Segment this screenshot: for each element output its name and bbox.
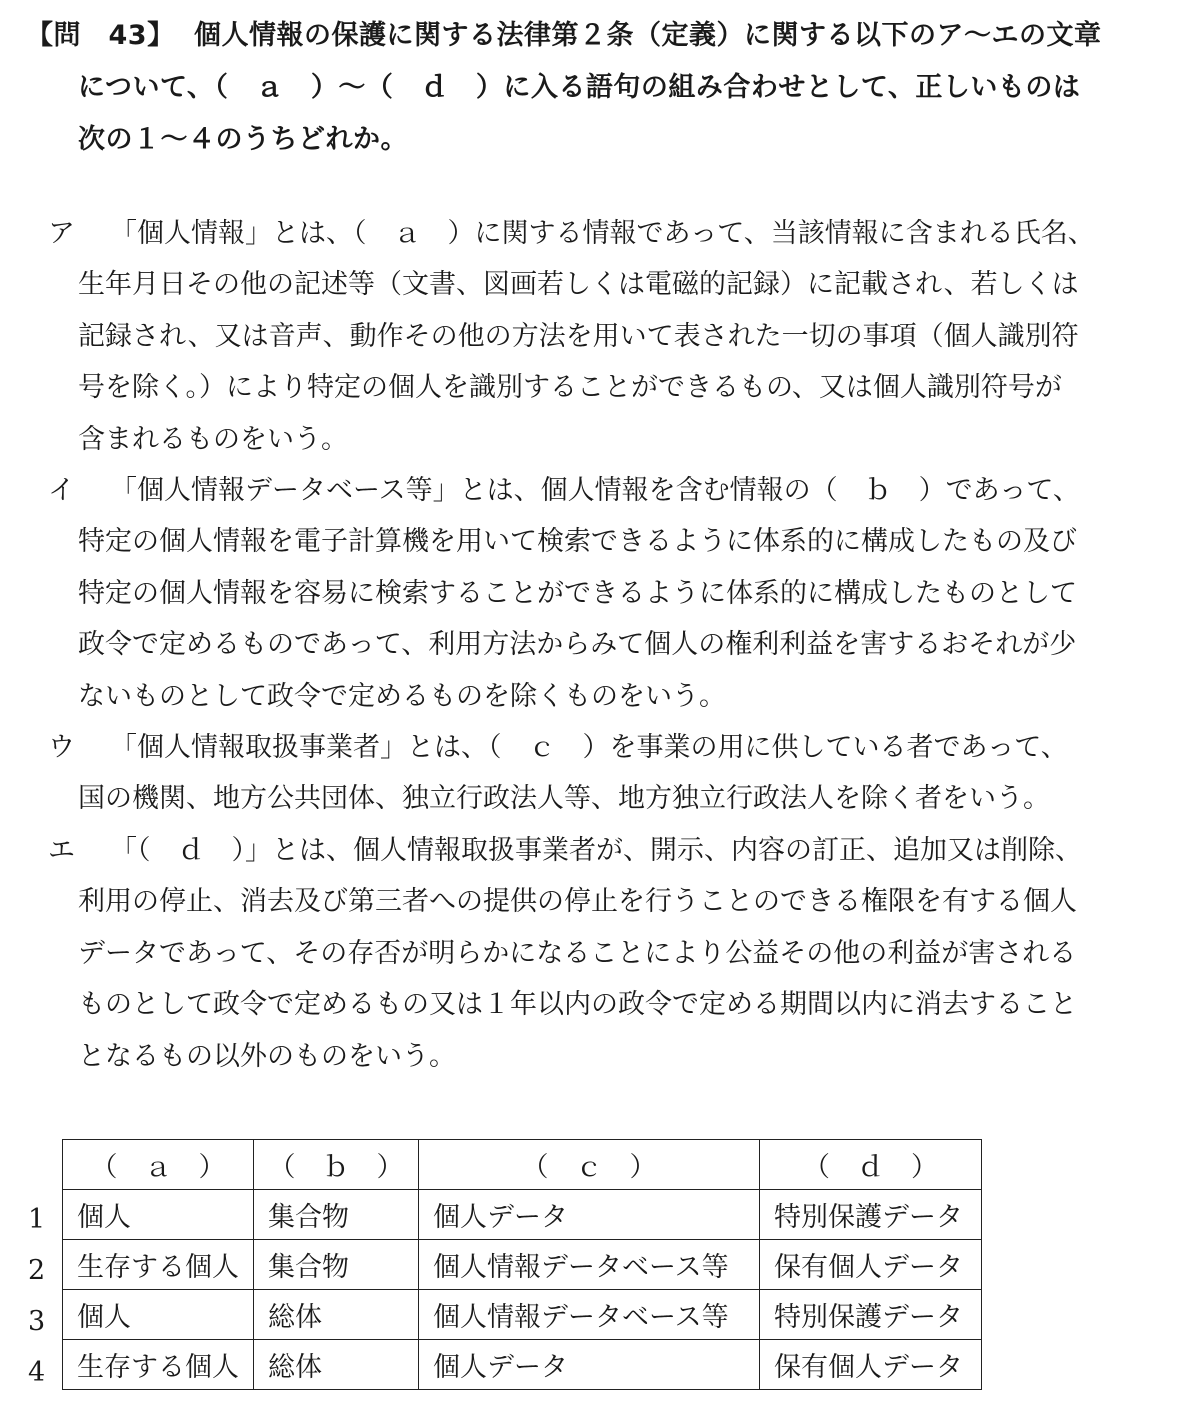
header-d: （ ｄ ）	[760, 1140, 982, 1190]
table-cell: 個人データ	[419, 1190, 760, 1240]
question-line-3: 次の１～４のうちどれか。	[78, 124, 408, 155]
table-cell: 生存する個人	[63, 1340, 254, 1390]
table-cell: 集合物	[254, 1240, 419, 1290]
choice-number-2: 2	[28, 1255, 46, 1286]
statement-text: ものとして政令で定めるもの又は１年以内の政令で定める期間以内に消去すること	[78, 989, 1077, 1021]
choice-number-4: 4	[28, 1357, 46, 1388]
choice-number-1: 1	[28, 1204, 46, 1235]
table-cell: 個人	[63, 1290, 254, 1340]
table-cell: 集合物	[254, 1190, 419, 1240]
statement-a	[48, 208, 1178, 465]
statement-e	[48, 825, 1178, 1082]
statement-text: 「個人情報取扱事業者」とは、（ ｃ ）を事業の用に供している者であって、	[110, 732, 1068, 764]
statement-marker: イ	[48, 475, 75, 507]
statement-text: 生年月日その他の記述等（文書、図画若しくは電磁的記録）に記載され、若しくは	[78, 269, 1079, 301]
table-cell: 総体	[254, 1340, 419, 1390]
answer-choices-table	[62, 1139, 982, 1390]
statement-text: 「個人情報」とは、（ ａ ）に関する情報であって、当該情報に含まれる氏名、	[110, 218, 1095, 249]
statement-text: 特定の個人情報を容易に検索することができるように体系的に構成したものとして	[78, 577, 1077, 609]
statement-marker: ウ	[48, 732, 75, 764]
statement-text: データであって、その存否が明らかになることにより公益その他の利益が害される	[78, 937, 1077, 969]
statement-list	[48, 208, 1178, 1082]
table-row	[63, 1190, 982, 1240]
statement-text: 国の機関、地方公共団体、独立行政法人等、地方独立行政法人を除く者をいう。	[78, 783, 1050, 815]
table-row	[63, 1240, 982, 1290]
statement-text: 含まれるものをいう。	[78, 423, 348, 455]
table-cell: 個人	[63, 1190, 254, 1240]
table-cell: 特別保護データ	[760, 1190, 982, 1240]
statement-text: 号を除く。）により特定の個人を識別することができるもの、又は個人識別符号が	[78, 372, 1062, 404]
statement-marker: ア	[48, 218, 75, 249]
table-cell: 個人情報データベース等	[419, 1240, 760, 1290]
header-b: （ ｂ ）	[254, 1140, 419, 1190]
table-cell: 保有個人データ	[760, 1240, 982, 1290]
statement-u	[48, 722, 1178, 825]
table-row	[63, 1340, 982, 1390]
question-number: 【問 43】	[26, 20, 175, 51]
table-header-row	[63, 1140, 982, 1190]
header-c: （ ｃ ）	[419, 1140, 760, 1190]
table-cell: 個人情報データベース等	[419, 1290, 760, 1340]
statement-text: となるもの以外のものをいう。	[78, 1040, 456, 1072]
question-line-2: について、（ ａ ）～（ ｄ ）に入る語句の組み合わせとして、正しいものは	[78, 72, 1081, 103]
table-cell: 個人データ	[419, 1340, 760, 1390]
statement-text: 政令で定めるものであって、利用方法からみて個人の権利利益を害するおそれが少	[78, 629, 1077, 661]
question-stem	[26, 10, 1176, 166]
table-cell: 特別保護データ	[760, 1290, 982, 1340]
statement-text: 記録され、又は音声、動作その他の方法を用いて表された一切の事項（個人識別符	[78, 320, 1079, 352]
table-row	[63, 1290, 982, 1340]
table-cell: 保有個人データ	[760, 1340, 982, 1390]
table-cell: 生存する個人	[63, 1240, 254, 1290]
statement-marker: エ	[48, 834, 75, 866]
choice-number-3: 3	[28, 1306, 46, 1337]
statement-text: 「個人情報データベース等」とは、個人情報を含む情報の（ ｂ ）であって、	[110, 475, 1080, 507]
statement-text: 「（ ｄ ）」とは、個人情報取扱事業者が、開示、内容の訂正、追加又は削除、	[110, 834, 1082, 866]
statement-text: 特定の個人情報を電子計算機を用いて検索できるように体系的に構成したもの及び	[78, 526, 1077, 558]
question-line-1	[26, 10, 1176, 62]
header-a: （ ａ ）	[63, 1140, 254, 1190]
question-text: 個人情報の保護に関する法律第２条（定義）に関する以下のア～エの文章	[194, 20, 1102, 51]
statement-i	[48, 465, 1178, 722]
statement-text: 利用の停止、消去及び第三者への提供の停止を行うことのできる権限を有する個人	[78, 886, 1077, 918]
statement-text: ないものとして政令で定めるものを除くものをいう。	[78, 680, 726, 712]
table-cell: 総体	[254, 1290, 419, 1340]
